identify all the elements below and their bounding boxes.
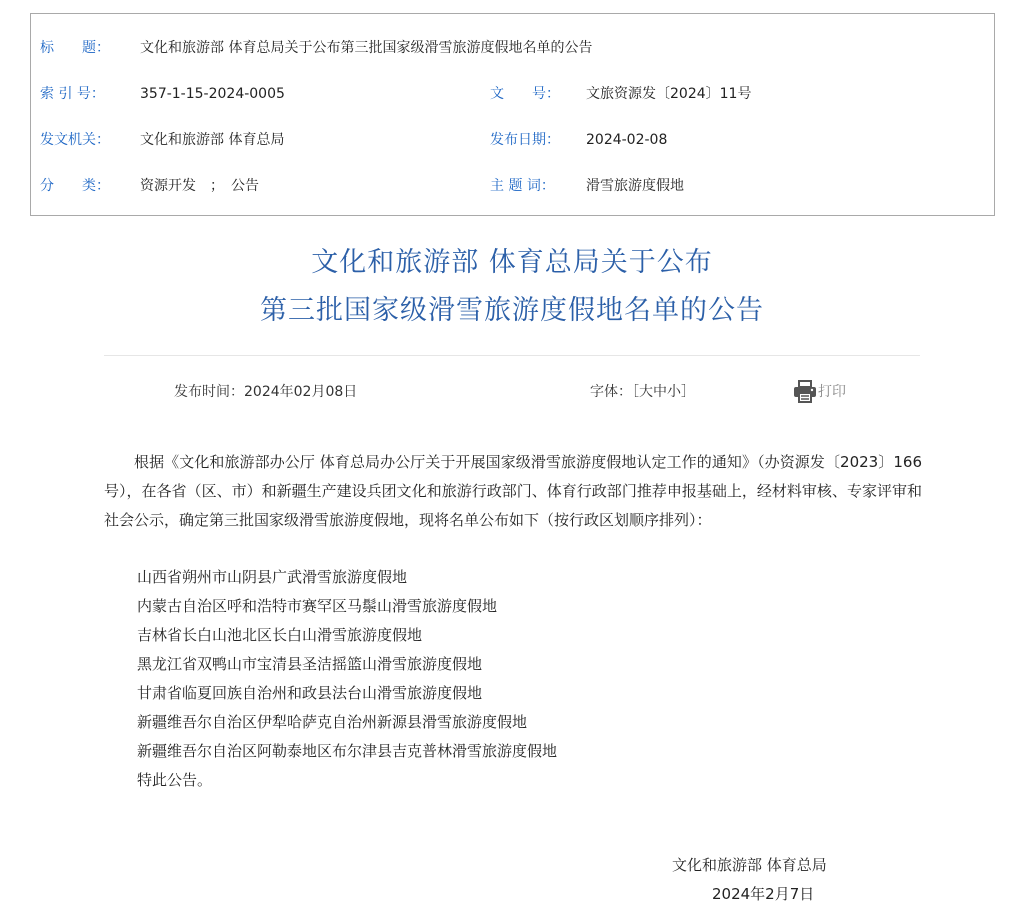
title-divider xyxy=(104,355,920,356)
meta-category-label: 分 类： xyxy=(40,178,110,194)
list-item: 吉林省长白山池北区长白山滑雪旅游度假地 xyxy=(137,626,423,644)
font-bracket-close: ］ xyxy=(681,384,695,400)
meta-issuer-value: 文化和旅游部 体育总局 xyxy=(140,132,285,148)
font-large-button[interactable]: 大 xyxy=(639,384,653,400)
meta-docno-value: 文旅资源发〔2024〕11号 xyxy=(586,86,752,102)
signature-organization: 文化和旅游部 体育总局 xyxy=(672,856,827,874)
meta-docno-label: 文 号： xyxy=(490,86,560,102)
font-small-button[interactable]: 小 xyxy=(667,384,681,400)
meta-category-value: 资源开发 ； 公告 xyxy=(140,178,259,194)
closing-line: 特此公告。 xyxy=(137,771,213,789)
meta-index-value: 357-1-15-2024-0005 xyxy=(140,86,285,102)
meta-index-label: 索 引 号： xyxy=(40,86,105,102)
meta-date-value: 2024-02-08 xyxy=(586,132,668,148)
meta-row-category xyxy=(31,175,994,197)
font-size-label: 字体： xyxy=(590,384,632,400)
resort-list xyxy=(137,563,557,795)
intro-paragraph: 根据《文化和旅游部办公厅 体育总局办公厅关于开展国家级滑雪旅游度假地认定工作的通知》（办资源发〔2023〕166号），在各省（区、市）和新疆生产建设兵团文化和旅游行政部门、体育行政部门推荐申报基础上，经材料审核、专家评审和社会公示，确定第三批国家级滑雪旅游度假地，现将名单公布如下（按行政区划顺序排列）： xyxy=(104,453,922,529)
font-size-control xyxy=(590,380,695,404)
list-item: 甘肃省临夏回族自治州和政县法台山滑雪旅游度假地 xyxy=(137,684,483,702)
article-body xyxy=(104,448,922,535)
meta-subject-value: 滑雪旅游度假地 xyxy=(586,178,684,194)
list-item: 新疆维吾尔自治区阿勒泰地区布尔津县吉克普林滑雪旅游度假地 xyxy=(137,742,558,760)
meta-title-label: 标 题： xyxy=(40,40,110,56)
meta-row-title xyxy=(31,37,994,59)
list-item: 黑龙江省双鸭山市宝清县圣洁摇篮山滑雪旅游度假地 xyxy=(137,655,483,673)
print-label: 打印 xyxy=(818,384,846,400)
meta-title-value: 文化和旅游部 体育总局关于公布第三批国家级滑雪旅游度假地名单的公告 xyxy=(140,40,593,56)
meta-subject-label: 主 题 词： xyxy=(490,178,555,194)
meta-row-index xyxy=(31,83,994,105)
list-item: 内蒙古自治区呼和浩特市赛罕区马鬃山滑雪旅游度假地 xyxy=(137,597,498,615)
meta-row-issuer xyxy=(31,129,994,151)
font-bracket-open: ［ xyxy=(632,384,639,400)
signature-date: 2024年2月7日 xyxy=(712,885,815,903)
meta-date-label: 发布日期： xyxy=(490,132,560,148)
publish-time: 发布时间：2024年02月08日 xyxy=(174,384,358,400)
list-item: 新疆维吾尔自治区伊犁哈萨克自治州新源县滑雪旅游度假地 xyxy=(137,713,528,731)
print-button[interactable] xyxy=(792,380,846,404)
page-title-line-2: 第三批国家级滑雪旅游度假地名单的公告 xyxy=(260,295,764,326)
printer-icon xyxy=(792,379,818,405)
meta-info-box xyxy=(30,13,995,216)
meta-issuer-label: 发文机关： xyxy=(40,132,110,148)
font-medium-button[interactable]: 中 xyxy=(653,384,667,400)
list-item: 山西省朔州市山阴县广武滑雪旅游度假地 xyxy=(137,568,408,586)
page-title-line-1: 文化和旅游部 体育总局关于公布 xyxy=(311,247,713,278)
